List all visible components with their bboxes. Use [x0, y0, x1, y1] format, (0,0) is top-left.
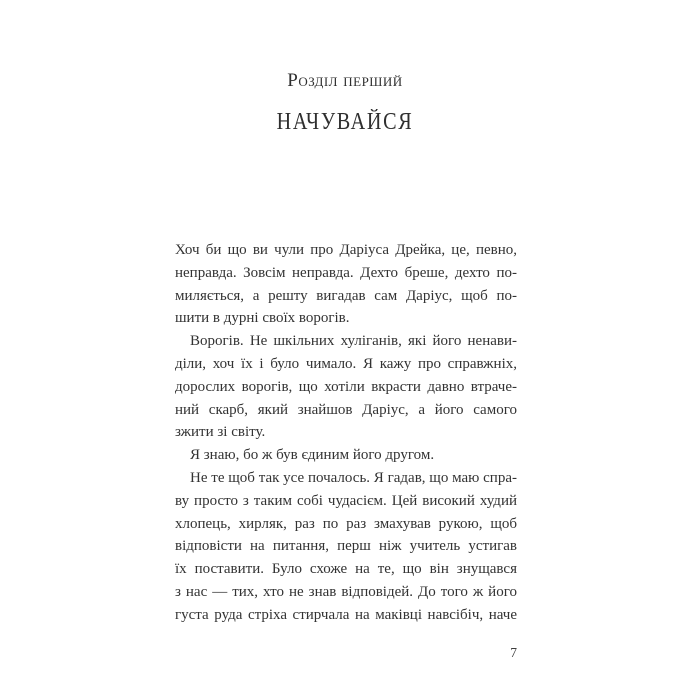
text-line: неправда. Зовсім неправда. Дехто бреше, дехто по-: [175, 264, 517, 281]
text-line: густа руда стріха стирчала на маківці навсібіч, наче: [175, 606, 517, 623]
chapter-label: Розділ перший: [287, 70, 403, 91]
text-line: зжити зі світу.: [175, 424, 266, 441]
text-line: відповісти на питання, перш ніж учитель устигав: [175, 538, 517, 555]
text-line: ний скарб, який знайшов Даріус, а його самого: [175, 401, 517, 418]
text-line: миляється, а решту вигадав сам Даріус, щоб по-: [175, 287, 517, 304]
text-line: Ворогів. Не шкільних хуліганів, які його ненави-: [190, 333, 517, 350]
chapter-title: НАЧУВАЙСЯ: [276, 109, 414, 135]
text-line: Хоч би що ви чули про Даріуса Дрейка, це, певно,: [175, 242, 517, 258]
text-line: хлопець, хирляк, раз по раз змахував рукою, щоб: [175, 515, 517, 532]
text-line: шити в дурні своїх ворогів.: [175, 310, 350, 327]
text-line: Я знаю, бо ж був єдиним його другом.: [190, 447, 435, 464]
page-number: 7: [510, 645, 517, 660]
text-line: з нас — тих, хто не знав відповідей. До того ж його: [175, 583, 517, 600]
text-line: їх поставити. Було схоже на те, що він знущався: [175, 561, 517, 578]
text-line: Не те щоб так усе почалось. Я гадав, що маю спра-: [190, 469, 517, 486]
text-line: діли, хоч їх і було чимало. Я кажу про справжніх,: [175, 355, 517, 372]
text-line: ву просто з таким собі чудасієм. Цей високий худий: [175, 492, 517, 509]
text-line: дорослих ворогів, що хотіли вкрасти давно втраче-: [175, 378, 517, 395]
body-text: [175, 239, 517, 627]
